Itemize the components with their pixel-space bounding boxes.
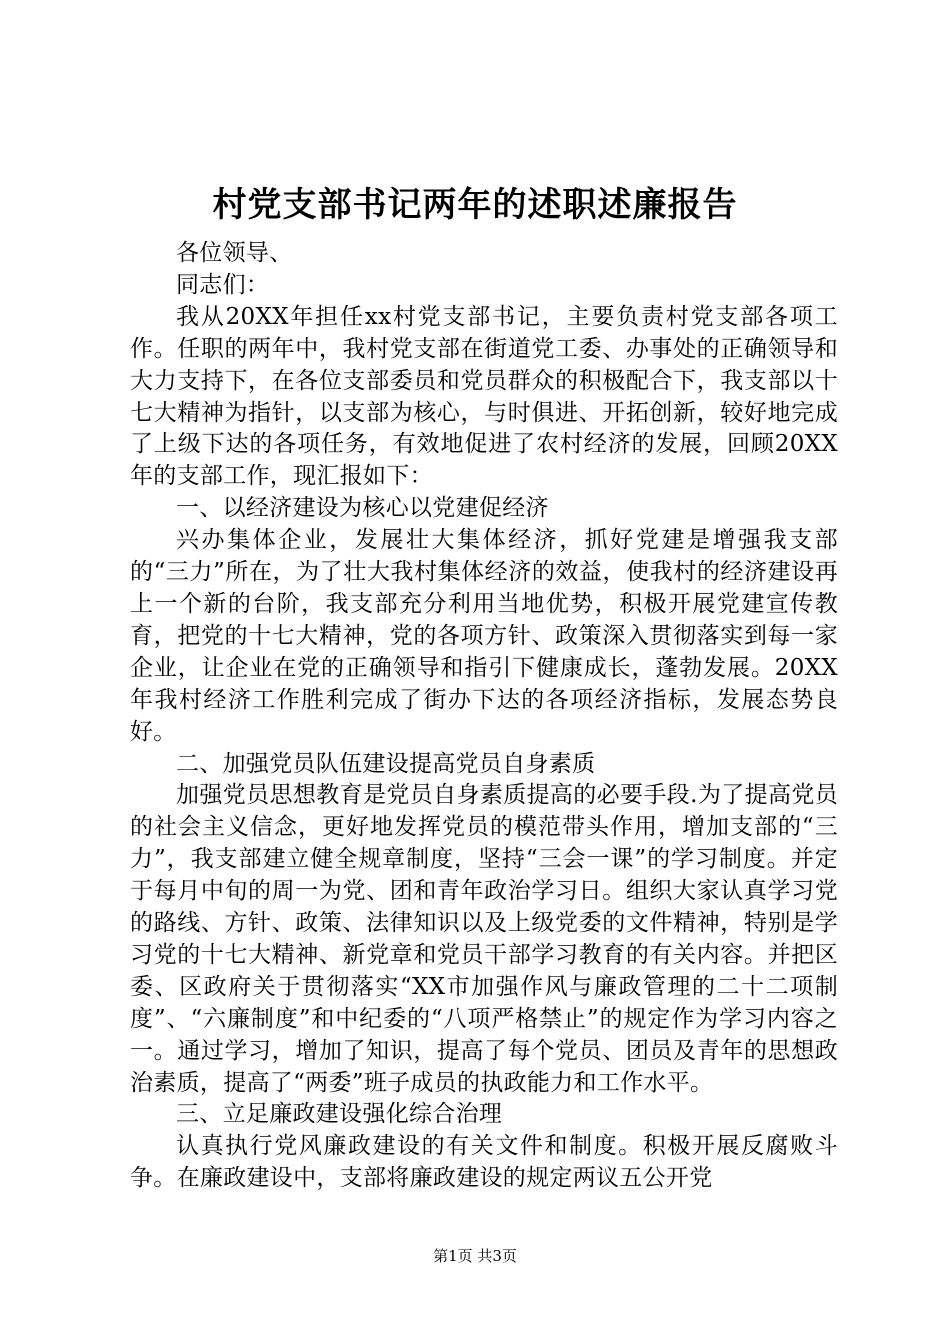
section-paragraph-2: 加强党员思想教育是党员自身素质提高的必要手段.为了提高党员的社会主义信念，更好地发挥党员的模范带头作用，增加支部的“三力”，我支部建立健全规章制度，坚持“三会一课”的学习制度。并定于每月中旬的周一为党、团和青年政治学习日。组织大家认真学习党的路线、方针、政策、法律知识以及上级党委的文件精神，特别是学习党的十七大精神、新党章和党员干部学习教育的有关内容。并把区委、区政府关于贯彻落实“XX市加强作风与廉政管理的二十二项制度”、“六廉制度”和中纪委的“八项严格禁止”的规定作为学习内容之一。通过学习，增加了知识，提高了每个党员、团员及青年的思想政治素质，提高了“两委”班子成员的执政能力和工作水平。 — [130, 782, 838, 1096]
page-number-footer: 第1页 共3页 — [433, 1247, 517, 1265]
section-paragraph-1: 兴办集体企业，发展壮大集体经济，抓好党建是增强我支部的“三力”所在，为了壮大我村集体经济的效益，使我村的经济建设再上一个新的台阶，我支部充分利用当地优势，积极开展党建宣传教育，把党的十七大精神，党的各项方针、政策深入贯彻落实到每一家企业，让企业在党的正确领导和指引下健康成长，蓬勃发展。20XX年我村经济工作胜利完成了街办下达的各项经济指标，发展态势良好。 — [130, 527, 838, 745]
salutation-line-1: 各位领导、 — [176, 240, 293, 266]
section-paragraph-3: 认真执行党风廉政建设的有关文件和制度。积极开展反腐败斗争。在廉政建设中，支部将廉政建设的规定两议五公开党 — [130, 1133, 838, 1192]
section-heading-1: 一、以经济建设为核心以党建促经济 — [176, 495, 549, 522]
section-heading-3: 三、立足廉政建设强化综合治理 — [176, 1101, 503, 1128]
section-heading-2: 二、加强党员队伍建设提高党员自身素质 — [176, 750, 596, 777]
salutation-line-2: 同志们： — [176, 271, 270, 298]
intro-paragraph: 我从20XX年担任xx村党支部书记，主要负责村党支部各项工作。任职的两年中，我村党支部在街道党工委、办事处的正确领导和大力支持下，在各位支部委员和党员群众的积极配合下，我支部以十七大精神为指针，以支部为核心，与时俱进、开拓创新，较好地完成了上级下达的各项任务，有效地促进了农村经济的发展，回顾20XX年的支部工作，现汇报如下： — [130, 303, 838, 490]
document-title: 村党支部书记两年的述职述廉报告 — [212, 185, 738, 225]
document-body — [130, 238, 838, 1195]
